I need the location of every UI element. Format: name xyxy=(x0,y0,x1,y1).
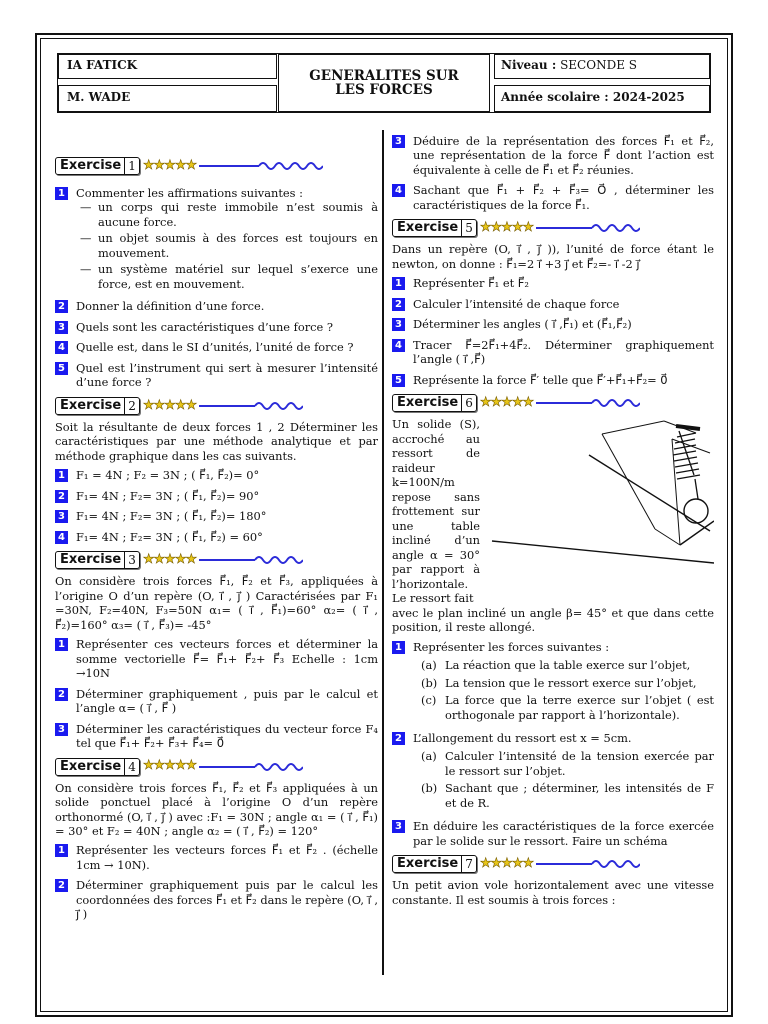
difficulty-stars: ★★★★★ xyxy=(479,395,534,411)
question-number-badge: 3 xyxy=(392,318,405,331)
question-number-badge: 2 xyxy=(55,688,68,701)
exercise-word: Exercise xyxy=(60,397,122,413)
school-name: IA FATICK xyxy=(67,58,138,72)
ex1-q1-text: Commenter les affirmations suivantes : xyxy=(76,186,303,200)
ex6-question-1: 1 Représenter les forces suivantes : (a) La réaction que la table exerce sur l’objet, (b) La tension que le ressort exerce sur l’objet, (c) La force que la terre exerce sur l’objet ( est orthogonale par rapport à l’horizontale). xyxy=(392,640,714,725)
question-number-badge: 4 xyxy=(55,341,68,354)
question-number-badge: 4 xyxy=(392,184,405,197)
question-number-badge: 2 xyxy=(392,298,405,311)
exercise-label-box xyxy=(392,219,477,237)
question-number-badge: 1 xyxy=(55,469,68,482)
exercise-word: Exercise xyxy=(397,395,459,411)
ex5-question-1: 1 Représenter F⃗₁ et F⃗₂ xyxy=(392,276,714,290)
ex6-q2-item-b: (b) Sachant que ; déterminer, les intensités de F et de R. xyxy=(421,781,714,810)
exercise-label-box xyxy=(392,855,477,873)
inclined-plane-spring-diagram xyxy=(484,417,714,567)
ex5-question-2: 2 Calculer l’intensité de chaque force xyxy=(392,297,714,311)
question-number-badge: 3 xyxy=(55,321,68,334)
ex2-case-3: 3 F₁= 4N ; F₂= 3N ; ( F⃗₁, F⃗₂)= 180° xyxy=(55,509,378,523)
question-number-badge: 4 xyxy=(392,339,405,352)
year-cell xyxy=(494,85,710,112)
exercise-number: 6 xyxy=(461,395,476,411)
wave-decoration xyxy=(536,221,640,235)
level-cell xyxy=(494,54,710,79)
exercise-word: Exercise xyxy=(397,220,459,236)
left-column xyxy=(55,150,378,928)
ex2-case-4: 4 F₁= 4N ; F₂= 3N ; ( F⃗₁, F⃗₂) = 60° xyxy=(55,530,378,544)
year-value: 2024-2025 xyxy=(612,90,685,104)
ex6-question-3: 3 En déduire les caractéristiques de la force exercée par le solide sur le ressort. Faire un schéma xyxy=(392,819,714,848)
teacher-cell xyxy=(58,85,277,112)
ex4-question-1: 1 Représenter les vecteurs forces F⃗₁ et F⃗₂ . (échelle 1cm → 10N). xyxy=(55,843,378,872)
question-number-badge: 1 xyxy=(55,187,68,200)
wave-decoration xyxy=(199,399,303,413)
ex5-question-5: 5 Représente la force F⃗′ telle que F⃗′+F⃗₁+F⃗₂= 0⃗ xyxy=(392,373,714,387)
exercise-word: Exercise xyxy=(60,158,122,173)
question-number-badge: 5 xyxy=(55,362,68,375)
page-title: GENERALITES SUR LES FORCES xyxy=(309,67,459,98)
question-number-badge: 3 xyxy=(55,723,68,736)
ex4-question-2: 2 Déterminer graphiquement puis par le calcul les coordonnées des forces F⃗₁ et F⃗₂ dans le repère (O, i⃗ , j⃗ ) xyxy=(55,878,378,921)
school-cell xyxy=(58,54,277,79)
ex1-question-1 xyxy=(55,186,378,293)
ex6-intro-wide: avec le plan incliné un angle β= 45° et que dans cette position, il reste allongé. xyxy=(392,605,714,635)
question-number-badge: 2 xyxy=(55,879,68,892)
wave-decoration xyxy=(199,760,303,774)
question-number-badge: 2 xyxy=(55,490,68,503)
ex4-intro: On considère trois forces F⃗₁, F⃗₂ et F⃗₃ appliquées à un solide ponctuel placé à l’origine O d’un repère orthonormé (O, i⃗ , j⃗ ) avec :F₁ = 30N ; angle α₁ = ( i⃗ , F⃗₁) = 30° et F₂ = 40N ; angle α₂ = ( i⃗ , F⃗₂) = 120° xyxy=(55,780,378,838)
wave-decoration xyxy=(199,159,323,173)
ex6-q1-item-a: (a) La réaction que la table exerce sur l’objet, xyxy=(421,658,691,673)
ex5-question-3: 3 Déterminer les angles ( i⃗ ,F⃗₁) et (F⃗₁,F⃗₂) xyxy=(392,317,714,331)
ex6-q1-item-b: (b) La tension que le ressort exerce sur l’objet, xyxy=(421,675,697,690)
question-number-badge: 2 xyxy=(392,732,405,745)
exercise-label-box xyxy=(392,394,477,412)
exercise-word: Exercise xyxy=(397,856,459,872)
exercise-word: Exercise xyxy=(60,552,122,568)
exercise-label-box xyxy=(55,157,140,175)
exercise-number: 4 xyxy=(124,759,139,775)
question-number-badge: 1 xyxy=(55,844,68,857)
difficulty-stars: ★★★★★ xyxy=(479,220,534,236)
ex5-intro: Dans un repère (O, i⃗ , j⃗ )), l’unité de force étant le newton, on donne : F⃗₁=2 i⃗ +3 j⃗ et F⃗₂=- i⃗ -2 j⃗ xyxy=(392,242,714,271)
year-label: Année scolaire : xyxy=(501,90,609,104)
exercise-6-header xyxy=(392,393,714,413)
ex5-question-4: 4 Tracer F⃗=2F⃗₁+4F⃗₂. Déterminer graphiquement l’angle ( i⃗ ,F⃗) xyxy=(392,338,714,367)
exercise-number: 5 xyxy=(461,220,476,236)
difficulty-stars: ★★★★★ xyxy=(142,551,197,567)
exercise-1-header xyxy=(55,156,378,176)
level-value: SECONDE S xyxy=(560,58,637,72)
ex1-q1-bullet-b: — un objet soumis à des forces est toujours en mouvement. xyxy=(80,231,378,260)
difficulty-stars: ★★★★★ xyxy=(479,856,534,872)
ex2-intro: Soit la résultante de deux forces 1 , 2 Déterminer les caractéristiques par une méthode analytique et par méthode graphique dans les cas suivants. xyxy=(55,419,378,463)
ex1-question-5: 5 Quel est l’instrument qui sert à mesurer l’intensité d’une force ? xyxy=(55,361,378,390)
ex3-question-2: 2 Déterminer graphiquement , puis par le calcul et l’angle α= ( i⃗ , F⃗ ) xyxy=(55,687,378,716)
ex6-q2-item-a: (a) Calculer l’intensité de la tension exercée par le ressort sur l’objet. xyxy=(421,749,714,778)
exercise-2-header xyxy=(55,396,378,416)
exercise-number: 7 xyxy=(461,856,476,872)
difficulty-stars: ★★★★★ xyxy=(142,758,197,774)
ex1-q1-bullet-a: — un corps qui reste immobile n’est soumis à aucune force. xyxy=(80,200,378,229)
ex6-q1-item-c: (c) La force que la terre exerce sur l’objet ( est orthogonale par rapport à l’horizontale). xyxy=(421,693,714,722)
exercise-5-header xyxy=(392,218,714,238)
ex2-case-2: 2 F₁= 4N ; F₂= 3N ; ( F⃗₁, F⃗₂)= 90° xyxy=(55,489,378,503)
exercise-label-box xyxy=(55,397,140,415)
right-column xyxy=(392,134,714,912)
question-number-badge: 4 xyxy=(55,531,68,544)
question-number-badge: 3 xyxy=(392,820,405,833)
ex3-question-3: 3 Déterminer les caractéristiques du vecteur force F₄ tel que F⃗₁+ F⃗₂+ F⃗₃+ F⃗₄= 0⃗ xyxy=(55,722,378,751)
question-number-badge: 1 xyxy=(55,638,68,651)
ex3-intro: On considère trois forces F⃗₁, F⃗₂ et F⃗₃, appliquées à l’origine O d’un repère (O, i⃗ , j⃗ ) Caractérisées par F₁ =30N, F₂=40N, F₃=50N α₁= ( i⃗ , F⃗₁)=60° α₂= ( i⃗ , F⃗₂)=160° α₃= ( i⃗ , F⃗₃)= -45° xyxy=(55,574,378,632)
ex3-question-1: 1 Représenter ces vecteurs forces et déterminer la somme vectorielle F⃗= F⃗₁+ F⃗₂+ F⃗₃ Echelle : 1cm →10N xyxy=(55,637,378,680)
exercise-7-header xyxy=(392,854,714,874)
ex1-question-2: 2 Donner la définition d’une force. xyxy=(55,299,378,313)
wave-decoration xyxy=(536,857,640,871)
difficulty-stars: ★★★★★ xyxy=(142,157,197,173)
exercise-label-box xyxy=(55,551,140,569)
ex2-case-1: 1 F₁ = 4N ; F₂ = 3N ; ( F⃗₁, F⃗₂)= 0° xyxy=(55,468,378,482)
title-cell xyxy=(278,54,490,112)
exercise-3-header xyxy=(55,550,378,570)
wave-decoration xyxy=(536,396,640,410)
column-separator xyxy=(382,130,384,975)
question-number-badge: 5 xyxy=(392,374,405,387)
difficulty-stars: ★★★★★ xyxy=(142,397,197,413)
wave-decoration xyxy=(199,553,303,567)
ex1-q1-bullet-c: — un système matériel sur lequel s’exerce une force, est en mouvement. xyxy=(80,262,378,291)
ex6-intro-narrow: Un solide (S), accroché au ressort de raideur k=100N/m repose sans frottement sur une table incliné d’un angle α = 30° par rapport à l’horizontale. Le ressort fait xyxy=(392,417,480,606)
question-number-badge: 3 xyxy=(392,135,405,148)
exercise-4-header xyxy=(55,757,378,777)
question-number-badge: 2 xyxy=(55,300,68,313)
level-label: Niveau : xyxy=(501,58,557,72)
exercise-number: 3 xyxy=(124,552,139,568)
question-number-badge: 3 xyxy=(55,510,68,523)
teacher-name: M. WADE xyxy=(67,90,131,104)
exercise-label-box xyxy=(55,758,140,776)
ex1-question-3: 3 Quels sont les caractéristiques d’une force ? xyxy=(55,320,378,334)
worksheet-header xyxy=(57,53,711,113)
ex4-question-3: 3 Déduire de la représentation des forces F⃗₁ et F⃗₂, une représentation de la force F⃗ dont l’action est équivalente à celle de F⃗₁ et F⃗₂ réunies. xyxy=(392,134,714,177)
ex6-question-2: 2 L’allongement du ressort est x = 5cm. (a) Calculer l’intensité de la tension exercée par le ressort sur l’objet. (b) Sachant que ; déterminer, les intensités de F et de R. xyxy=(392,731,714,813)
question-number-badge: 1 xyxy=(392,277,405,290)
ex4-question-4: 4 Sachant que F⃗₁ + F⃗₂ + F⃗₃= O⃗ , déterminer les caractéristiques de la force F⃗₁. xyxy=(392,183,714,212)
ex1-question-4: 4 Quelle est, dans le SI d’unités, l’unité de force ? xyxy=(55,340,378,354)
exercise-number: 2 xyxy=(124,398,139,414)
exercise-number: 1 xyxy=(124,158,139,174)
exercise-word: Exercise xyxy=(60,758,122,774)
question-number-badge: 1 xyxy=(392,641,405,654)
ex7-intro: Un petit avion vole horizontalement avec une vitesse constante. Il est soumis à trois forces : xyxy=(392,878,714,907)
